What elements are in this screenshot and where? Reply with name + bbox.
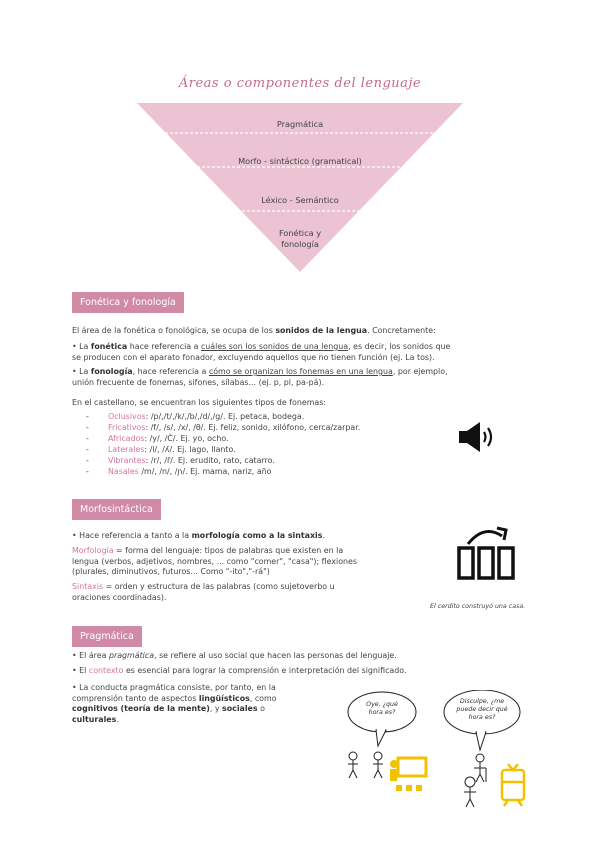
phoneme-list-intro: En el castellano, se encuentran los siguientes tipos de fonemas: xyxy=(72,398,326,407)
pyramid-level-lexico: Léxico - Semántico xyxy=(261,195,339,205)
section-heading-fonetica: Fonética y fonología xyxy=(72,292,184,313)
list-item: - Africados: /y/, /Č/. Ej. yo, ocho. xyxy=(86,434,229,443)
classroom-icon xyxy=(390,758,426,791)
sintaxis-paragraph: Sintaxis = orden y estructura de las palabras (como sujetoverbo u oraciones coordinadas). xyxy=(72,582,335,602)
pyramid-diagram xyxy=(0,0,600,300)
tram-icon xyxy=(502,764,524,806)
word-reorder-icon xyxy=(454,524,518,584)
morfo-paragraph: • Hace referencia a tanto a la morfología como a la sintaxis. xyxy=(72,531,325,540)
speech-bubble-text: Oye, ¿qué hora es? xyxy=(366,701,398,716)
pyramid-level-fonetica: Fonética y xyxy=(278,228,322,238)
pyramid-level-pragmatica: Pragmática xyxy=(276,119,324,129)
conducta-paragraph: • La conducta pragmática consiste, por tanto, en la comprensión tanto de aspectos lingüísticos, como cognitivos (teoría de la mente), y sociales o culturales. xyxy=(72,683,277,724)
contexto-paragraph: • El contexto es esencial para lograr la comprensión e interpretación del significado. xyxy=(72,666,407,675)
kids-icon xyxy=(348,752,383,778)
list-item: - Laterales: /l/, /ʎ/. Ej. lago, llanto. xyxy=(86,445,236,454)
morfologia-paragraph: Morfología = forma del lenguaje: tipos de palabras que existen en la lengua (verbos, adjetivos, nombres, ... como "comer", "casa"); flexiones (plurales, diminutivos, futuros... Como "-ito","-rá") xyxy=(72,546,358,577)
elderly-person-icon xyxy=(464,754,486,807)
fonetica-intro: El área de la fonética o fonológica, se ocupa de los sonidos de la lengua. Concretamente: xyxy=(72,326,436,335)
fonetica-paragraph: • La fonética hace referencia a cuáles son los sonidos de una lengua, es decir, los sonidos que se producen con el aparato fonador, excluyendo aquellos que no tienen función (ej. La tos). xyxy=(72,342,451,362)
section-heading-morfosintactica: Morfosintáctica xyxy=(72,499,161,520)
list-item: - Nasales /m/, /n/, /ɲ/. Ej. mama, nariz, año xyxy=(86,467,272,476)
pyramid-level-fonologia: fonología xyxy=(281,239,319,249)
page-title: Áreas o componentes del lenguaje xyxy=(178,76,422,91)
example-caption: El cerdito construyó una casa. xyxy=(430,603,526,610)
section-heading-pragmatica: Pragmática xyxy=(72,626,142,647)
fonologia-paragraph: • La fonología, hace referencia a cómo se organizan los fonemas en una lengua, por ejemplo, unión frecuente de fonemas, sifones, sílabas... (ej. p, pl, pa-pá). xyxy=(72,367,448,387)
pyramid-level-morfosintactico: Morfo - sintáctico (gramatical) xyxy=(238,156,362,166)
list-item: - Oclusivos: /p/,/t/,/k/,/b/,/d/,/g/. Ej. petaca, bodega. xyxy=(86,412,305,421)
speaker-icon xyxy=(456,420,500,454)
speech-bubble-text: Disculpe, ¿me puede decir qué hora es? xyxy=(456,698,508,721)
pragmatica-paragraph: • El área pragmática, se refiere al uso social que hacen las personas del lenguaje. xyxy=(72,651,397,660)
list-item: - Fricativos: /f/, /s/, /x/, /θ/. Ej. feliz, sonido, xilófono, cerca/zarpar. xyxy=(86,423,361,432)
list-item: - Vibrantes: /r/, /r̄/. Ej. erudito, rato, catarro. xyxy=(86,456,275,465)
